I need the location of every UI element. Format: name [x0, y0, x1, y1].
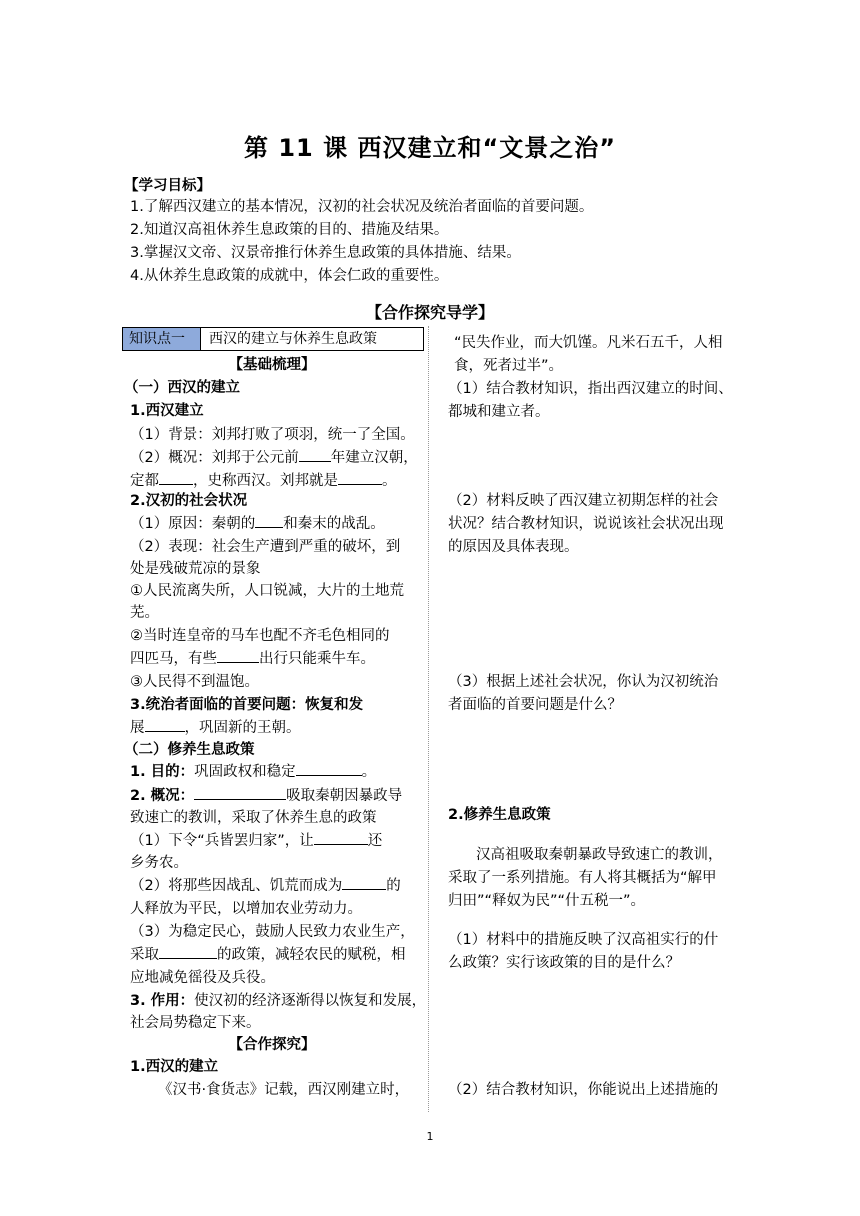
fill-blank[interactable]	[159, 469, 193, 485]
fill-blank[interactable]	[296, 760, 362, 776]
s2-show-line2: 处是残破荒凉的景象	[130, 561, 261, 577]
text: 的	[386, 878, 401, 894]
text: 采取	[130, 947, 159, 963]
text: 使汉初的经济逐渐得以恢复和发展，	[194, 993, 427, 1009]
s3-line2	[130, 716, 301, 740]
text: 的政策，减轻农民的赋税，相	[217, 947, 406, 963]
text: 和秦末的战乱。	[283, 516, 385, 532]
objective-item: 4.从休养生息政策的成就中，体会仁政的重要性。	[130, 268, 449, 284]
text: 四匹马，有些	[130, 651, 217, 667]
s1-background: （1）背景：刘邦打败了项羽，统一了全国。	[130, 427, 415, 443]
fill-blank[interactable]	[194, 784, 286, 800]
p2-effect	[130, 989, 426, 1013]
column-divider	[428, 326, 429, 1112]
objective-item: 3.掌握汉文帝、汉景帝推行休养生息政策的具体措施、结果。	[130, 245, 521, 261]
p2-measure2	[130, 874, 401, 898]
question-2-line1: （2）材料反映了西汉建立初期怎样的社会	[448, 493, 719, 509]
text: （2）概况：刘邦于公元前	[130, 450, 299, 466]
text: 展	[130, 720, 145, 736]
question-3-line1: （3）根据上述社会状况，你认为汉初统治	[448, 674, 719, 690]
label: 2. 概况：	[130, 788, 195, 804]
p2-effect-line2: 社会局势稳定下来。	[130, 1015, 261, 1031]
objective-item: 1.了解西汉建立的基本情况，汉初的社会状况及统治者面临的首要问题。	[130, 199, 594, 215]
fill-blank[interactable]	[342, 874, 386, 890]
quote-line1: “民失作业，而大饥馑。凡米石五千，人相	[454, 335, 723, 351]
fill-blank[interactable]	[338, 469, 382, 485]
s2-point2-line2	[130, 647, 375, 671]
s1-overview-line1	[130, 446, 418, 470]
question-3-line2: 者面临的首要问题是什么？	[448, 697, 622, 713]
text: 还	[367, 833, 383, 849]
label: 3. 作用：	[130, 993, 195, 1009]
right-s2-question1-line1: （1）材料中的措施反映了汉高祖实行的什	[448, 932, 719, 948]
label: 1. 目的：	[130, 764, 195, 780]
knowledge-point-table	[122, 327, 424, 351]
right-s2-heading: 2.修养生息政策	[448, 807, 551, 823]
right-s2-text-line2: 采取了一系列措施。有人将其概括为“解甲	[448, 870, 717, 886]
right-s2-text-line3: 归田”“释奴为民”“什五税一”。	[448, 893, 646, 909]
fill-blank[interactable]	[255, 512, 283, 528]
s1-heading: 1.西汉建立	[130, 403, 204, 419]
p2-overview	[130, 784, 402, 808]
fill-blank[interactable]	[217, 647, 259, 663]
p2-measure1	[130, 829, 382, 853]
text: 年建立汉朝，	[330, 450, 418, 466]
text: 巩固政权和稳定	[194, 764, 296, 780]
s2-point1-line1: ①人民流离失所，人口锐减，大片的土地荒	[130, 583, 404, 599]
text: 出行只能乘牛车。	[259, 651, 375, 667]
s3-line1: 3.统治者面临的首要问题：恢复和发	[130, 697, 364, 713]
page-number: 1	[426, 1130, 434, 1143]
fill-blank[interactable]	[159, 943, 217, 959]
s2-show-line1: （2）表现：社会生产遭到严重的破坏，到	[130, 539, 401, 555]
coop-s1-text: 《汉书·食货志》记载，西汉刚建立时，	[158, 1082, 410, 1098]
s2-cause	[130, 512, 385, 536]
knowledge-point-name: 西汉的建立与休养生息政策	[209, 331, 377, 347]
question-1-line2: 都城和建立者。	[448, 404, 550, 420]
section-title: 【合作探究导学】	[365, 303, 494, 322]
s2-point1-line2: 芜。	[130, 605, 159, 621]
p2-measure3-line2	[130, 943, 406, 967]
right-s2-question1-line2: 么政策？实行该政策的目的是什么？	[448, 955, 680, 971]
s2-point3: ③人民得不到温饱。	[130, 674, 259, 690]
text: 定都	[130, 473, 159, 489]
basics-heading: 【基础梳理】	[228, 357, 316, 373]
coop-s1-heading: 1.西汉的建立	[130, 1059, 219, 1075]
page-title: 第 11 课 西汉建立和“文景之治”	[243, 134, 616, 162]
objective-item: 2.知道汉高祖休养生息政策的目的、措施及结果。	[130, 222, 449, 238]
question-2-line3: 的原因及具体表现。	[448, 539, 579, 555]
text: ，史称西汉。刘邦就是	[193, 473, 338, 489]
text: （1）下令“兵皆罢归家”，让	[130, 833, 314, 849]
text: 。	[361, 764, 377, 780]
p2-measure3: （3）为稳定民心，鼓励人民致力农业生产，	[130, 924, 415, 940]
question-1-line1: （1）结合教材知识，指出西汉建立的时间、	[448, 381, 733, 397]
right-s2-question2-line1: （2）结合教材知识，你能说出上述措施的	[448, 1082, 719, 1098]
text: 吸取秦朝因暴政导	[286, 788, 403, 804]
knowledge-point-tag: 知识点一	[123, 328, 201, 350]
text: 。	[382, 473, 397, 489]
text: （2）将那些因战乱、饥荒而成为	[130, 878, 343, 894]
coop-heading: 【合作探究】	[228, 1037, 316, 1053]
s2-heading: 2.汉初的社会状况	[130, 493, 248, 509]
s2-point2-line1: ②当时连皇帝的马车也配不齐毛色相同的	[130, 628, 390, 644]
text: （1）原因：秦朝的	[130, 516, 256, 532]
p2-measure3-line3: 应地减免徭役及兵役。	[130, 970, 275, 986]
quote-line2: 食，死者过半”。	[454, 358, 564, 374]
p2-measure1-line2: 乡务农。	[130, 855, 188, 871]
p2-purpose	[130, 760, 376, 784]
question-2-line2: 状况？结合教材知识，说说该社会状况出现	[448, 516, 724, 532]
right-s2-text-line1: 汉高祖吸取秦朝暴政导致速亡的教训，	[476, 847, 723, 863]
fill-blank[interactable]	[145, 716, 185, 732]
text: ，巩固新的王朝。	[184, 720, 301, 736]
part1-heading: （一）西汉的建立	[124, 380, 240, 396]
p2-measure2-line2: 人释放为平民，以增加农业劳动力。	[130, 901, 362, 917]
fill-blank[interactable]	[299, 446, 331, 462]
objectives-heading: 【学习目标】	[124, 178, 211, 194]
part2-heading: （二）修养生息政策	[124, 742, 255, 758]
p2-overview-line2: 致速亡的教训，采取了休养生息的政策	[130, 810, 377, 826]
fill-blank[interactable]	[314, 829, 368, 845]
